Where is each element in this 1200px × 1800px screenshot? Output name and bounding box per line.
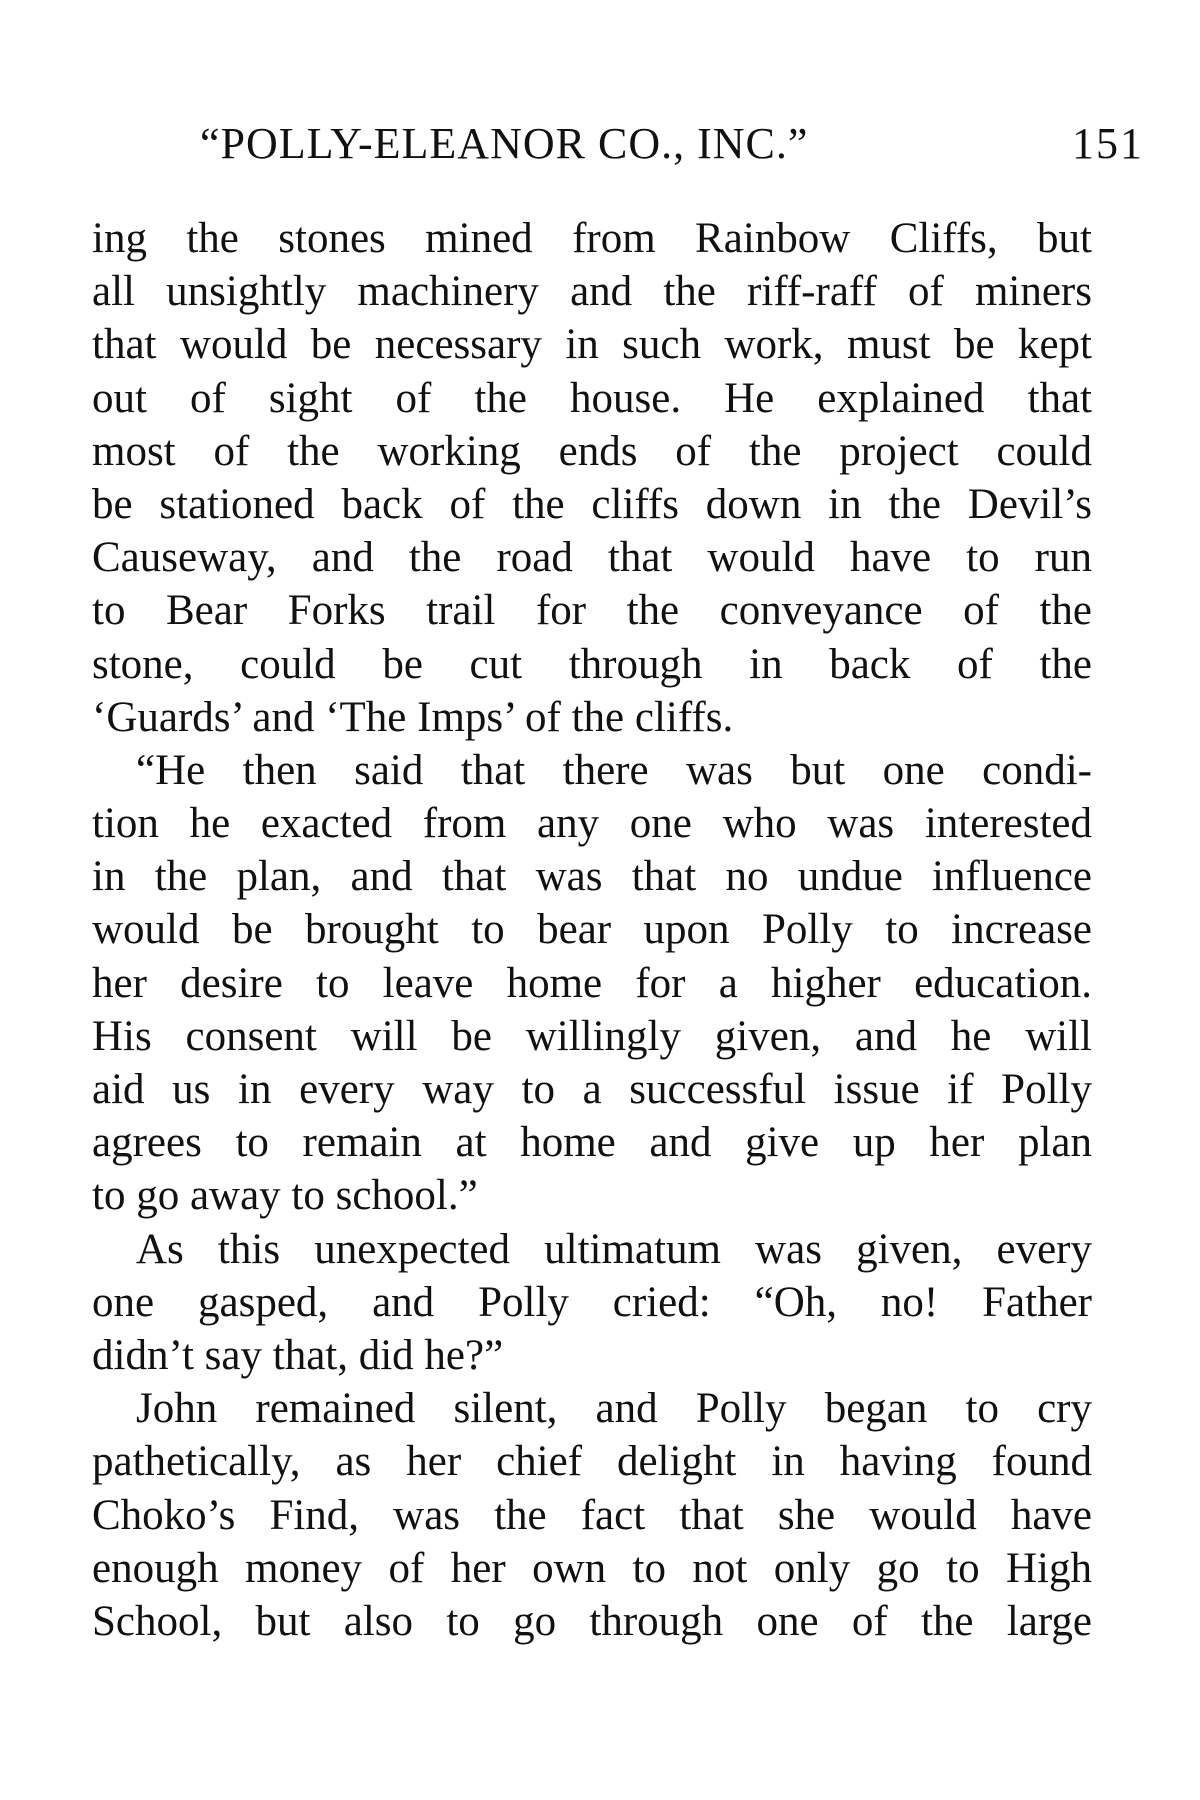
body-text [92, 212, 1092, 1648]
text-line: be stationed back of the cliffs down in the Devil’s [92, 480, 1092, 528]
text-line: aid us in every way to a successful issue if Polly [92, 1066, 1092, 1113]
text-line: Causeway, and the road that would have to run [92, 534, 1092, 582]
text-line: enough money of her own to not only go to High [92, 1544, 1092, 1592]
text-line: to Bear Forks trail for the conveyance of the [92, 587, 1092, 635]
text-line: John remained silent, and Polly began to cry [136, 1385, 1092, 1433]
text-line: that would be necessary in such work, must be kept [92, 321, 1092, 369]
text-line: Choko’s Find, was the fact that she would have [92, 1491, 1092, 1539]
text-line: to go away to school.” [92, 1172, 478, 1220]
text-line: all unsightly machinery and the riff-raff of miners [92, 268, 1092, 316]
running-head [200, 118, 1144, 178]
text-line: in the plan, and that was that no undue influence [92, 853, 1092, 901]
text-line: out of sight of the house. He explained that [92, 374, 1092, 422]
text-line: would be brought to bear upon Polly to increase [92, 906, 1092, 954]
text-line: pathetically, as her chief delight in having found [92, 1438, 1092, 1486]
text-line: her desire to leave home for a higher education. [92, 959, 1092, 1007]
text-line: most of the working ends of the project could [92, 427, 1092, 475]
text-line: one gasped, and Polly cried: “Oh, no! Father [92, 1278, 1092, 1326]
text-line: agrees to remain at home and give up her plan [92, 1119, 1092, 1167]
text-line: ‘Guards’ and ‘The Imps’ of the cliffs. [92, 693, 734, 741]
text-line: As this unexpected ultimatum was given, every [136, 1225, 1092, 1273]
text-line: stone, could be cut through in back of the [92, 640, 1092, 688]
text-line: didn’t say that, did he?” [92, 1331, 504, 1379]
text-line: His consent will be willingly given, and he will [92, 1012, 1092, 1060]
running-title: “POLLY-ELEANOR CO., INC.” [200, 119, 809, 168]
text-line: ing the stones mined from Rainbow Cliffs, but [92, 215, 1092, 262]
page-number: 151 [1072, 119, 1144, 168]
text-line: School, but also to go through one of the large [92, 1597, 1092, 1645]
text-line: tion he exacted from any one who was interested [92, 800, 1092, 848]
text-line: “He then said that there was but one condi- [136, 746, 1092, 794]
